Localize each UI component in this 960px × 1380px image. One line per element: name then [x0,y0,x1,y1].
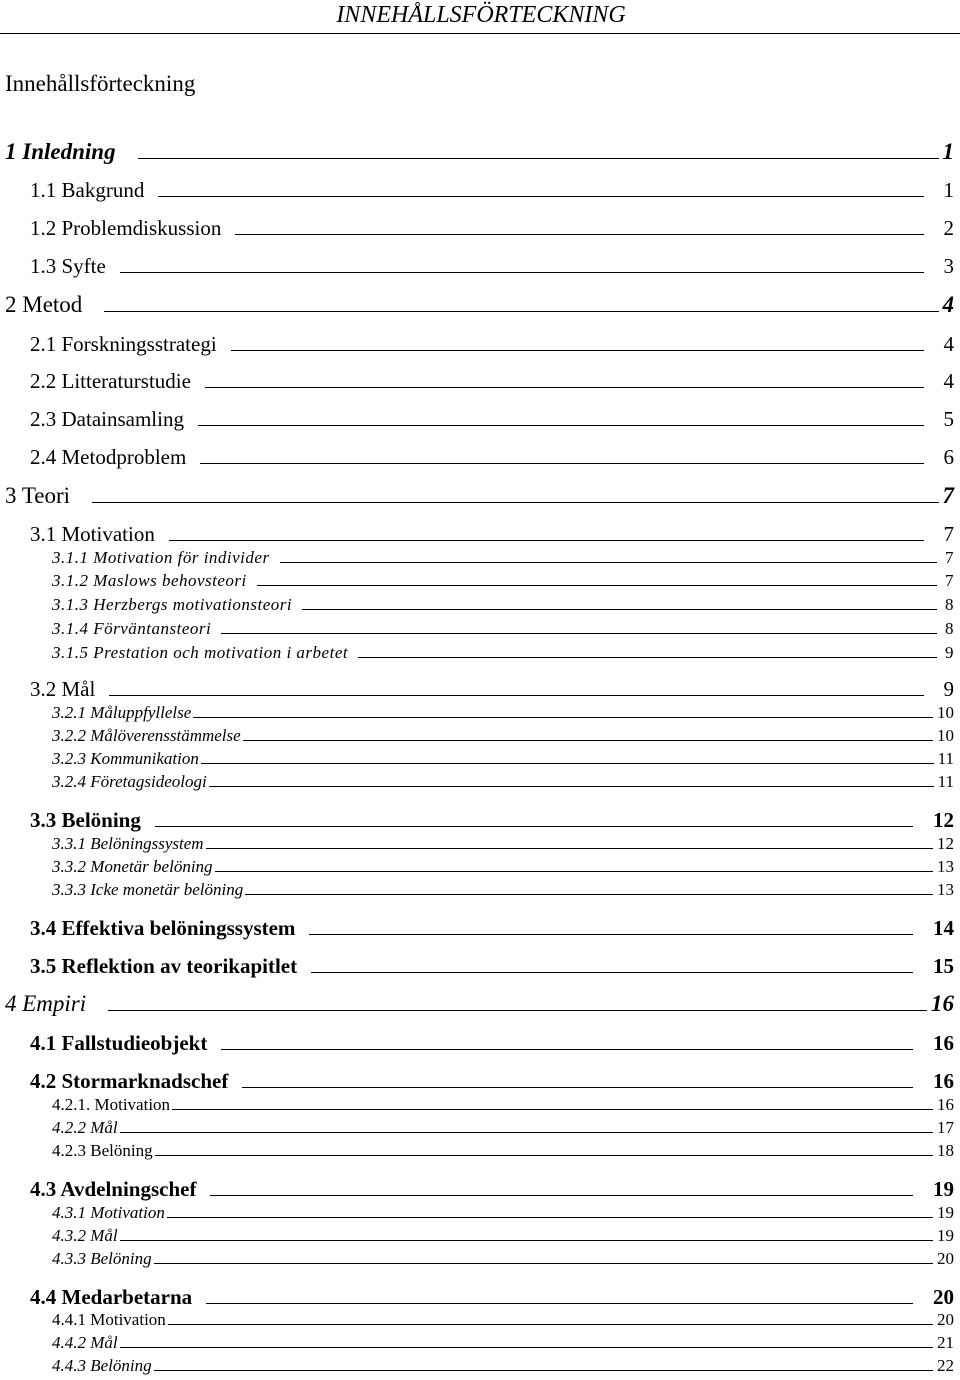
toc-entry-page: 8 [945,619,954,638]
toc-leader-line [257,585,937,586]
toc-leader-line [358,657,937,658]
toc-entry-subsection[interactable] [52,1310,954,1330]
toc-entry-label: 3.2.1 Måluppfyllelse [52,703,192,722]
toc-entry-section[interactable] [30,216,954,241]
toc-entry-label: 3.1.4 Förväntansteori [52,619,212,638]
toc-leader-line [221,1049,913,1050]
toc-entry-subsection[interactable] [52,619,954,639]
toc-entry-label: 4.4.3 Belöning [52,1356,152,1375]
toc-entry-label: 1.2 Problemdiskussion [30,216,222,240]
toc-leader-line [109,695,923,696]
toc-leader-line [120,272,924,273]
toc-entry-label: 2.1 Forskningsstrategi [30,332,217,356]
toc-entry-page: 7 [945,548,954,567]
toc-entry-page: 4 [943,332,954,356]
toc-entry-label: 3.2.4 Företagsideologi [52,772,207,791]
toc-entry-label: 4 Empiri [5,991,87,1016]
toc-entry-page: 16 [937,1095,954,1114]
toc-leader-line [168,1324,933,1325]
toc-entry-section[interactable] [30,916,954,941]
toc-entry-page: 16 [933,1031,954,1055]
toc-leader-line [108,1010,927,1011]
toc-leader-line [201,763,934,764]
toc-leader-line [120,1240,933,1241]
toc-entry-page: 17 [937,1118,954,1137]
toc-entry-label: 3.2 Mål [30,677,96,701]
toc-entry-subsection[interactable] [52,834,954,854]
toc-entry-section[interactable] [30,1031,954,1056]
toc-entry-label: 4.3.1 Motivation [52,1203,165,1222]
toc-leader-line [245,894,933,895]
toc-leader-line [242,1087,913,1088]
toc-entry-label: 1 Inledning [5,139,116,164]
toc-entry-page: 21 [937,1333,954,1352]
toc-entry-section[interactable] [30,1285,954,1310]
toc-entry-label: 4.2.2 Mål [52,1118,118,1137]
toc-entry-label: 4.2.1. Motivation [52,1095,171,1114]
header-title: INNEHÅLLSFÖRTECKNING [336,2,626,28]
toc-entry-page: 14 [933,916,954,940]
toc-entry-label: 3.5 Reflektion av teorikapitlet [30,954,298,978]
page-header [0,0,960,30]
toc-entry-subsection[interactable] [52,1118,954,1138]
toc-entry-page: 13 [937,857,954,876]
toc-entry-page: 18 [937,1141,954,1160]
toc-entry-page: 11 [937,772,954,791]
toc-entry-label: 3.3 Belöning [30,808,141,832]
toc-leader-line [221,633,937,634]
toc-entry-subsection[interactable] [52,571,954,591]
toc-entry-page: 19 [937,1203,954,1222]
toc-entry-subsection[interactable] [52,1203,954,1223]
toc-entry-page: 9 [943,677,954,701]
toc-leader-line [200,463,923,464]
toc-entry-page: 19 [933,1177,954,1201]
toc-entry-page: 2 [943,216,954,240]
toc-leader-line [167,1217,933,1218]
toc-entry-page: 20 [933,1285,954,1309]
toc-entry-page: 22 [937,1356,954,1375]
toc-leader-line [243,740,933,741]
toc-entry-page: 12 [933,808,954,832]
toc-leader-line [209,786,934,787]
toc-entry-label: 3.3.1 Belöningssystem [52,834,204,853]
toc-entry-label: 2.4 Metodproblem [30,445,187,469]
toc-leader-line [138,158,939,159]
toc-entry-page: 16 [933,1069,954,1093]
toc-entry-page: 5 [943,407,954,431]
toc-entry-label: 2.2 Litteraturstudie [30,369,191,393]
toc-entry-subsection[interactable] [52,857,954,877]
toc-leader-line [158,196,923,197]
toc-entry-page: 3 [943,254,954,278]
toc-entry-subsection[interactable] [52,548,954,568]
toc-entry-page: 9 [945,643,954,662]
toc-entry-section[interactable] [30,445,954,470]
toc-leader-line [302,609,937,610]
toc-leader-line [193,717,933,718]
toc-entry-section[interactable] [30,1069,954,1094]
toc-leader-line [206,1303,913,1304]
toc-entry-page: 13 [937,880,954,899]
toc-entry-page: 4 [943,369,954,393]
toc-entry-page: 7 [943,522,954,546]
toc-entry-page: 1 [942,139,954,164]
toc-leader-line [205,387,924,388]
toc-leader-line [215,871,933,872]
toc-entry-label: 3.1.5 Prestation och motivation i arbetet [52,643,349,662]
toc-entry-label: 3.1.1 Motivation för individer [52,548,270,567]
toc-entry-chapter[interactable] [5,991,954,1017]
toc-entry-subsection[interactable] [52,772,954,792]
toc-entry-label: 4.4.2 Mål [52,1333,118,1352]
toc-leader-line [311,972,913,973]
toc-entry-page: 6 [943,445,954,469]
toc-entry-section[interactable] [30,254,954,279]
toc-entry-subsection[interactable] [52,1141,954,1161]
toc-entry-label: 4.3.2 Mål [52,1226,118,1245]
toc-entry-subsection[interactable] [52,1095,954,1115]
toc-entry-subsection[interactable] [52,1333,954,1353]
toc-entry-chapter[interactable] [5,292,954,318]
toc-leader-line [210,1195,913,1196]
toc-entry-section[interactable] [30,369,954,394]
header-divider [0,33,960,34]
toc-leader-line [172,1109,933,1110]
toc-entry-page: 12 [937,834,954,853]
toc-entry-label: 3.2.2 Målöverensstämmelse [52,726,241,745]
toc-entry-chapter[interactable] [5,139,954,165]
toc-entry-label: 3.3.3 Icke monetär belöning [52,880,244,899]
toc-entry-section[interactable] [30,332,954,357]
toc-entry-subsection[interactable] [52,1249,954,1269]
toc-entry-page: 7 [945,571,954,590]
toc-entry-section[interactable] [30,178,954,203]
toc-leader-line [155,1155,933,1156]
toc-entry-subsection[interactable] [52,643,954,663]
toc-entry-label: 4.3.3 Belöning [52,1249,152,1268]
toc-leader-line [120,1347,933,1348]
toc-entry-subsection[interactable] [52,1226,954,1246]
toc-entry-subsection[interactable] [52,880,954,900]
toc-leader-line [155,826,913,827]
toc-entry-label: 3 Teori [5,483,71,508]
toc-entry-section[interactable] [30,522,954,547]
toc-entry-label: 3.4 Effektiva belöningssystem [30,916,296,940]
toc-entry-label: 3.1 Motivation [30,522,155,546]
toc-entry-page: 20 [937,1249,954,1268]
toc-entry-page: 4 [942,292,954,317]
toc-entry-label: 4.2.3 Belöning [52,1141,153,1160]
toc-heading: Innehållsförteckning [5,71,196,96]
toc-leader-line [198,425,924,426]
toc-entry-label: 4.4.1 Motivation [52,1310,166,1329]
toc-entry-subsection[interactable] [52,749,954,769]
toc-entry-label: 2 Metod [5,292,83,317]
toc-entry-label: 2.3 Datainsamling [30,407,184,431]
toc-entry-section[interactable] [30,808,954,833]
toc-entry-subsection[interactable] [52,703,954,723]
toc-entry-subsection[interactable] [52,726,954,746]
toc-leader-line [231,350,924,351]
toc-entry-page: 11 [937,749,954,768]
toc-entry-page: 1 [943,178,954,202]
toc-entry-section[interactable] [30,407,954,432]
toc-entry-label: 4.4 Medarbetarna [30,1285,193,1309]
toc-entry-label: 1.1 Bakgrund [30,178,145,202]
toc-leader-line [169,540,924,541]
toc-entry-page: 20 [937,1310,954,1329]
toc-entry-page: 10 [937,703,954,722]
toc-entry-label: 3.3.2 Monetär belöning [52,857,213,876]
toc-leader-line [309,934,913,935]
toc-leader-line [104,311,938,312]
toc-leader-line [154,1370,933,1371]
toc-entry-subsection[interactable] [52,1356,954,1376]
toc-entry-page: 8 [945,595,954,614]
toc-entry-label: 3.1.2 Maslows behovsteori [52,571,247,590]
toc-entry-section[interactable] [30,1177,954,1202]
toc-leader-line [280,562,937,563]
toc-leader-line [154,1263,933,1264]
toc-entry-label: 1.3 Syfte [30,254,106,278]
toc-leader-line [235,234,923,235]
toc-leader-line [92,502,938,503]
toc-entry-page: 15 [933,954,954,978]
toc-entry-label: 3.2.3 Kommunikation [52,749,199,768]
toc-entry-page: 16 [931,991,954,1016]
toc-entry-label: 4.3 Avdelningschef [30,1177,197,1201]
toc-entry-subsection[interactable] [52,595,954,615]
toc-entry-section[interactable] [30,677,954,702]
toc-entry-label: 3.1.3 Herzbergs motivationsteori [52,595,293,614]
toc-leader-line [206,848,933,849]
toc-leader-line [120,1132,933,1133]
toc-entry-chapter[interactable] [5,483,954,509]
toc-entry-label: 4.2 Stormarknadschef [30,1069,229,1093]
toc-entry-page: 19 [937,1226,954,1245]
toc-entry-section[interactable] [30,954,954,979]
toc-entry-label: 4.1 Fallstudieobjekt [30,1031,208,1055]
toc-entry-page: 10 [937,726,954,745]
toc-entry-page: 7 [942,483,954,508]
